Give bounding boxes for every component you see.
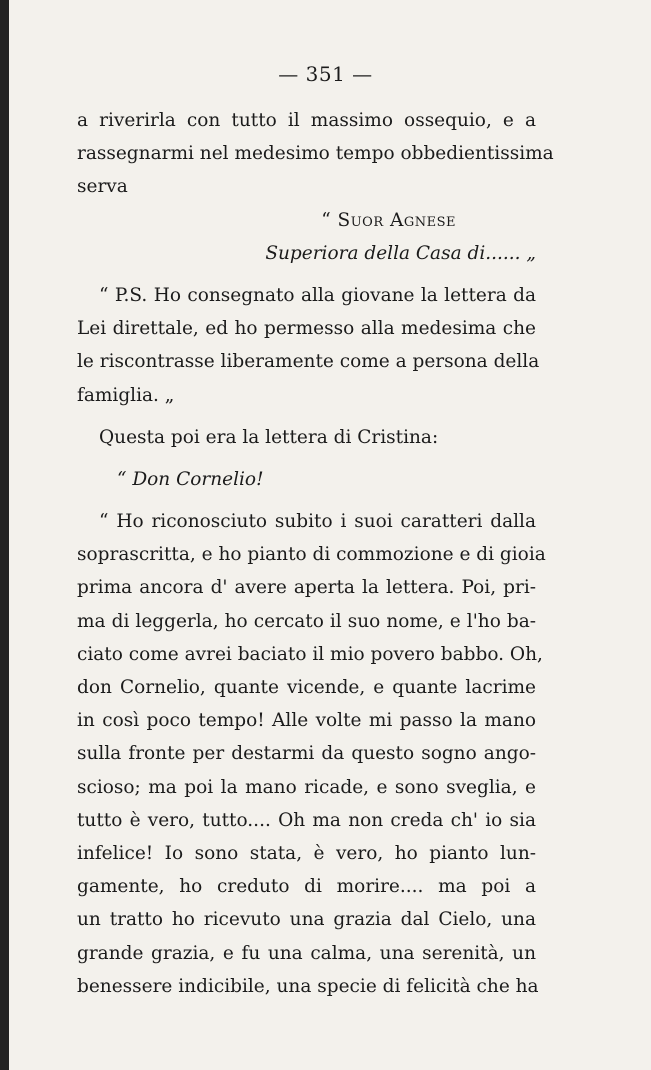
text-line: don Cornelio, quante vicende, e quante lacrime xyxy=(77,677,536,698)
text-line: sulla fronte per destarmi da questo sogno ango- xyxy=(77,743,536,765)
text-line: grande grazia, e fu una calma, una serenità, un xyxy=(77,942,536,964)
text-line: a riverirla con tutto il massimo ossequio, e a xyxy=(77,110,536,131)
text-line: Lei direttale, ed ho permesso alla medesima che xyxy=(77,318,536,340)
text-line: gamente, ho creduto di morire.... ma poi a xyxy=(77,876,536,898)
letter-signature: “ Suor Agnese xyxy=(321,209,456,231)
text-line: infelice! Io sono stata, è vero, ho pianto lun- xyxy=(77,842,536,864)
text-line: ciato come avrei baciato il mio povero babbo. Oh, xyxy=(77,643,543,665)
text-line: tutto è vero, tutto.... Oh ma non creda ch' io sia xyxy=(77,809,536,831)
text-line: prima ancora d' avere aperta la lettera. Poi, pri- xyxy=(77,577,536,599)
text-line: benessere indicibile, una specie di felicità che ha xyxy=(77,975,539,997)
text-line: scioso; ma poi la mano ricade, e sono sveglia, e xyxy=(77,776,536,798)
text-line: “ Ho riconosciuto subito i suoi caratteri dalla xyxy=(99,511,536,533)
text-line: un tratto ho ricevuto una grazia dal Cielo, una xyxy=(77,909,536,931)
text-line: serva xyxy=(77,176,128,198)
text-line: rassegnarmi nel medesimo tempo obbedientissima xyxy=(77,143,554,165)
page-binding-edge xyxy=(0,0,9,1070)
letter-salutation: “ Don Cornelio! xyxy=(117,468,264,490)
text-line: le riscontrasse liberamente come a persona della xyxy=(77,351,540,373)
text-line: “ P.S. Ho consegnato alla giovane la lettera da xyxy=(99,284,536,306)
body-text xyxy=(77,104,554,1003)
text-line: famiglia. „ xyxy=(77,384,175,406)
text-line: ma di leggerla, ho cercato il suo nome, e l'ho ba- xyxy=(77,610,536,632)
text-line: Questa poi era la lettera di Cristina: xyxy=(99,426,439,448)
text-line: soprascritta, e ho pianto di commozione e di gioia xyxy=(77,544,546,566)
text-line: in così poco tempo! Alle volte mi passo la mano xyxy=(77,710,536,732)
page-number: — 351 — xyxy=(278,62,373,86)
letter-signature-title: Superiora della Casa di...... „ xyxy=(265,242,536,264)
